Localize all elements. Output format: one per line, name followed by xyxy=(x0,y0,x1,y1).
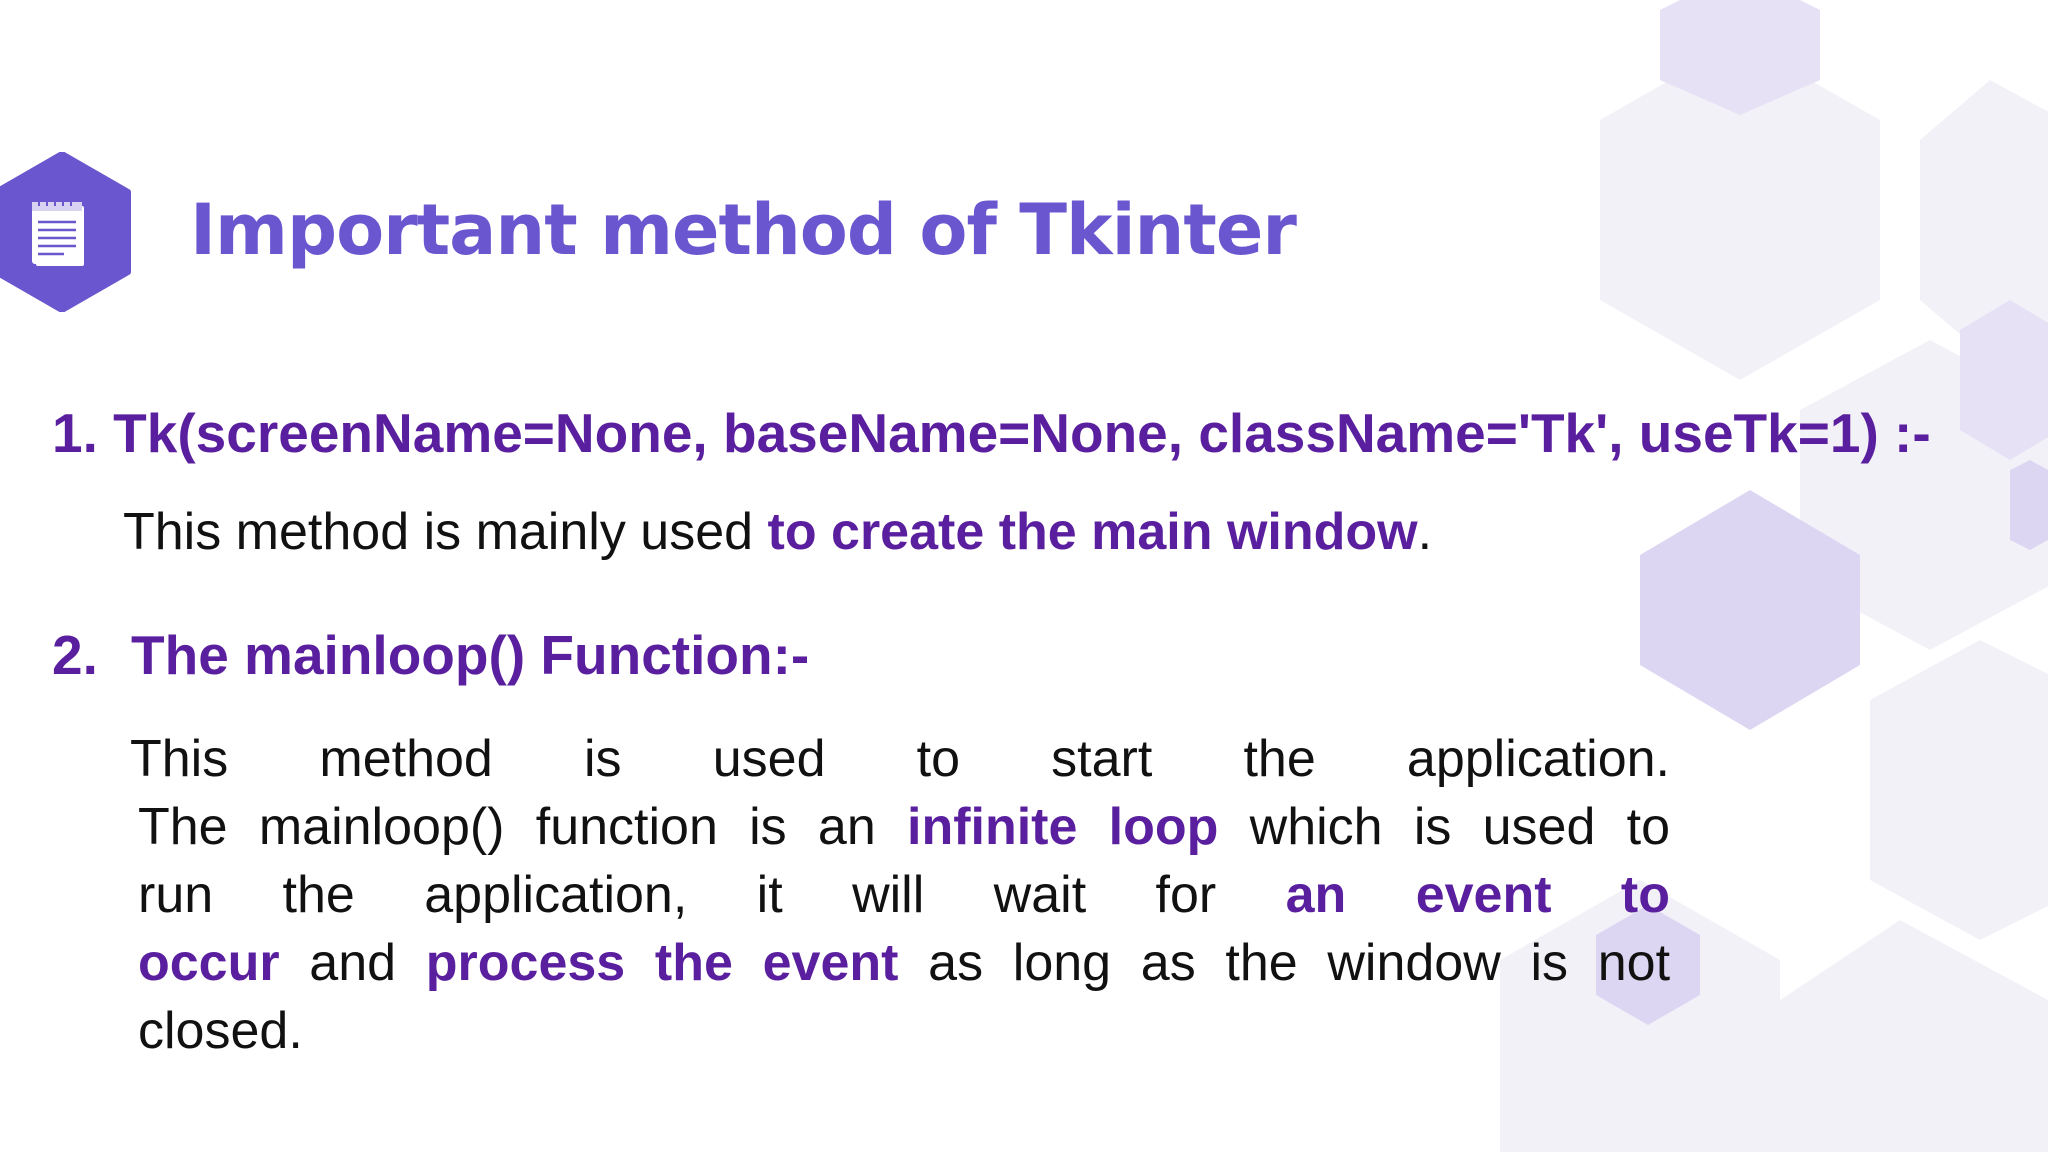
item-1-number: 1. xyxy=(52,402,98,464)
decor-hexagon xyxy=(1960,300,2048,460)
item-2-text: run the application, it will wait for xyxy=(138,866,1286,924)
item-2-heading-text: The mainloop() Function:- xyxy=(131,624,810,686)
item-1-text: This method is mainly used xyxy=(123,503,768,561)
item-2-line-3 xyxy=(138,861,1670,929)
decor-hexagon xyxy=(1780,920,2048,1152)
decor-hexagon xyxy=(1870,640,2048,940)
item-2-line-5: closed. xyxy=(138,1002,303,1060)
title-badge xyxy=(0,152,132,312)
item-2-line-4 xyxy=(138,929,1670,997)
item-1-description xyxy=(123,497,1432,567)
item-1-heading-text: Tk(screenName=None, baseName=None, className='Tk', useTk=1) :- xyxy=(113,402,1931,464)
item-1-highlight: to create the main window xyxy=(767,503,1418,561)
item-2-text: and xyxy=(279,934,426,992)
item-2-description xyxy=(130,725,1670,1065)
item-2-highlight-process-the-event: process the event xyxy=(425,934,899,992)
item-2-number: 2. xyxy=(52,624,98,686)
decor-hexagon xyxy=(2010,460,2048,550)
page-title: Important method of Tkinter xyxy=(190,189,1296,271)
item-2-highlight-occur: occur xyxy=(138,934,280,992)
item-2-highlight-an-event-to: an event to xyxy=(1285,866,1671,924)
item-2-text: The mainloop() function is an xyxy=(138,798,907,856)
notepad-icon xyxy=(32,199,85,267)
item-2-line-1: This method is used to start the application. xyxy=(130,730,1670,788)
item-2-heading xyxy=(52,620,809,690)
item-1-text-end: . xyxy=(1417,503,1433,561)
item-2-text: which is used to xyxy=(1218,798,1671,856)
item-1-heading xyxy=(52,398,1931,468)
item-2-text: as long as the window is not xyxy=(898,934,1671,992)
item-2-line-2 xyxy=(138,793,1670,861)
item-2-highlight-infinite-loop: infinite loop xyxy=(907,798,1219,856)
